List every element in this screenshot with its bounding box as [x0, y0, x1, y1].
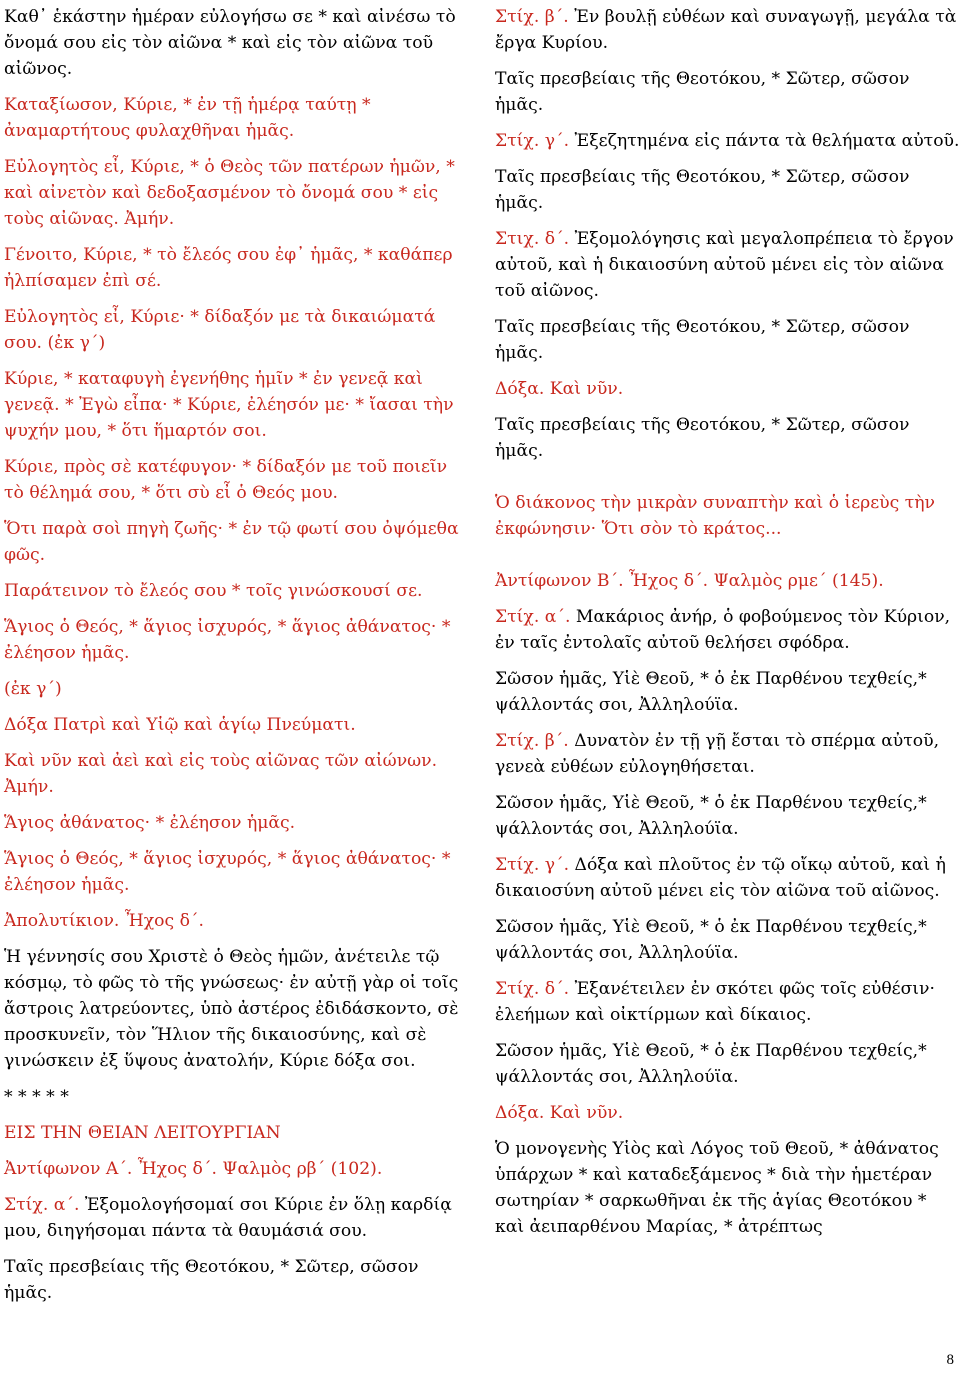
verse-text: Ἐξομολογήσομαί σοι Κύριε ἐν ὅλῃ καρδίᾳ μου, διηγήσομαι πάντα τὰ θαυμάσιά σου. — [4, 1195, 452, 1241]
doxology-label: Δόξα. Καὶ νῦν. — [495, 379, 624, 399]
rubric-paragraph: Παράτεινον τὸ ἔλεός σου * τοῖς γινώσκουσί σε. — [4, 581, 423, 601]
verse-text: Δυνατὸν ἐν τῇ γῇ ἔσται τὸ σπέρμα αὐτοῦ, γενεὰ εὐθέων εὐλογηθήσεται. — [495, 731, 940, 777]
verse-label: Στίχ. α´. — [4, 1195, 80, 1215]
verse-text: Δόξα καὶ πλοῦτος ἐν τῷ οἴκῳ αὐτοῦ, καὶ ἡ δικαιοσύνη αὐτοῦ μένει εἰς τὸν αἰῶνα τοῦ αἰῶνος. — [495, 855, 946, 901]
verse-label: Στίχ. γ´. — [495, 855, 570, 875]
verse-text: Ἐν βουλῇ εὐθέων καὶ συναγωγῇ, μεγάλα τὰ ἔργα Κυρίου. — [495, 7, 957, 53]
section-heading: ΕΙΣ ΤΗΝ ΘΕΙΑΝ ΛΕΙΤΟΥΡΓΙΑΝ — [4, 1123, 281, 1143]
verse-text: Ἐξομολόγησις καὶ μεγαλοπρέπεια τὸ ἔργον αὐτοῦ, καὶ ἡ δικαιοσύνη αὐτοῦ μένει εἰς τὸν αἰῶνα τοῦ αἰῶνος. — [495, 229, 954, 301]
verse-paragraph — [495, 128, 960, 154]
trisagion-paragraph: Ἅγιος ὁ Θεός, * ἅγιος ἰσχυρός, * ἅγιος ἀθάνατος· * ἐλέησον ἡμᾶς. — [4, 849, 451, 895]
verse-paragraph — [495, 604, 960, 656]
doxology-line: Δόξα Πατρὶ καὶ Υἱῷ καὶ ἁγίῳ Πνεύματι. — [4, 715, 356, 735]
verse-paragraph — [495, 852, 960, 904]
verse-paragraph — [4, 1192, 470, 1244]
hymn-paragraph: Ὁ μονογενὴς Υἱὸς καὶ Λόγος τοῦ Θεοῦ, * ἀθάνατος ὑπάρχων * καὶ καταδεξάμενος * διὰ τὴν ἡμετέραν σωτηρίαν * σαρκωθῆναι ἐκ τῆς ἁγίας Θεοτόκου * καὶ ἀειπαρθένου Μαρίας, * ἀτρέπτως — [495, 1139, 939, 1237]
refrain-paragraph: Σῶσον ἡμᾶς, Υἱὲ Θεοῦ, * ὁ ἐκ Παρθένου τεχθείς,* ψάλλοντάς σοι, Ἀλληλούϊα. — [495, 669, 927, 715]
trisagion-paragraph: Ἅγιος ὁ Θεός, * ἅγιος ἰσχυρός, * ἅγιος ἀθάνατος· * ἐλέησον ἡμᾶς. — [4, 617, 451, 663]
refrain-paragraph: Ταῖς πρεσβείαις τῆς Θεοτόκου, * Σῶτερ, σῶσον ἡμᾶς. — [4, 1257, 419, 1303]
verse-label: Στιχ. δ´. — [495, 229, 570, 249]
rubric-paragraph: Γένοιτο, Κύριε, * τὸ ἔλεός σου ἐφ᾽ ἡμᾶς, * καθάπερ ἠλπίσαμεν ἐπὶ σέ. — [4, 245, 453, 291]
refrain-paragraph: Σῶσον ἡμᾶς, Υἱὲ Θεοῦ, * ὁ ἐκ Παρθένου τεχθείς,* ψάλλοντάς σοι, Ἀλληλούϊα. — [495, 1041, 927, 1087]
verse-paragraph — [495, 4, 960, 56]
refrain-paragraph: Ταῖς πρεσβείαις τῆς Θεοτόκου, * Σῶτερ, σῶσον ἡμᾶς. — [495, 69, 910, 115]
verse-paragraph — [495, 976, 960, 1028]
doxology-label: Δόξα. Καὶ νῦν. — [495, 1103, 624, 1123]
apolytikion-heading: Ἀπολυτίκιον. Ἦχος δ΄. — [4, 911, 204, 931]
rubric-paragraph: Κύριε, πρὸς σὲ κατέφυγον· * δίδαξόν με τοῦ ποιεῖν τὸ θέλημά σου, * ὅτι σὺ εἶ ὁ Θεός μου. — [4, 457, 448, 503]
refrain-paragraph: Ταῖς πρεσβείαις τῆς Θεοτόκου, * Σῶτερ, σῶσον ἡμᾶς. — [495, 167, 910, 213]
trisagion-paragraph: Ἅγιος ἀθάνατος· * ἐλέησον ἡμᾶς. — [4, 813, 296, 833]
refrain-paragraph: Ταῖς πρεσβείαις τῆς Θεοτόκου, * Σῶτερ, σῶσον ἡμᾶς. — [495, 317, 910, 363]
deacon-rubric: Ὁ διάκονος τὴν μικρὰν συναπτὴν καὶ ὁ ἱερεὺς τὴν ἐκφώνησιν· Ὅτι σὸν τὸ κράτος... — [495, 493, 935, 539]
verse-text: Ἐξανέτειλεν ἐν σκότει φῶς τοῖς εὐθέσιν· ἐλεήμων καὶ οἰκτίρμων καὶ δίκαιος. — [495, 979, 935, 1025]
refrain-paragraph: Ταῖς πρεσβείαις τῆς Θεοτόκου, * Σῶτερ, σῶσον ἡμᾶς. — [495, 415, 910, 461]
verse-paragraph: Καθ᾽ ἑκάστην ἡμέραν εὐλογήσω σε * καὶ αἰνέσω τὸ ὄνομά σου εἰς τὸν αἰῶνα * καὶ εἰς τὸν αἰῶνα τοῦ αἰῶνος. — [4, 7, 456, 79]
apolytikion-text: Ἡ γέννησίς σου Χριστὲ ὁ Θεὸς ἡμῶν, ἀνέτειλε τῷ κόσμῳ, τὸ φῶς τὸ τῆς γνώσεως· ἐν αὐτῇ γὰρ οἱ τοῖς ἄστροις λατρεύοντες, ὑπὸ ἀστέρος ἐδιδάσκοντο, σὲ προσκυνεῖν, τὸν Ἥλιον τῆς δικαιοσύνης, καὶ σὲ γινώσκειν ἐξ ὕψους ἀνατολήν, Κύριε δόξα σοι. — [4, 947, 459, 1071]
antiphon-heading: Ἀντίφωνον Β´. Ἦχος δ´. Ψαλμὸς ρμε´ (145). — [495, 571, 884, 591]
rubric-paragraph: Κύριε, * καταφυγὴ ἐγενήθης ἡμῖν * ἐν γενεᾷ καὶ γενεᾷ. * Ἐγὼ εἶπα· * Κύριε, ἐλέησόν με· * ἴασαι τὴν ψυχήν μου, * ὅτι ἥμαρτόν σοι. — [4, 369, 454, 441]
doxology-line: Καὶ νῦν καὶ ἀεὶ καὶ εἰς τοὺς αἰῶνας τῶν αἰώνων. Ἀμήν. — [4, 751, 438, 797]
verse-label: Στίχ. δ´. — [495, 979, 570, 999]
page-number: 8 — [946, 1352, 954, 1368]
verse-label: Στίχ. β´. — [495, 7, 569, 27]
section-separator: * * * * * — [4, 1087, 69, 1107]
verse-label: Στίχ. γ´. — [495, 131, 570, 151]
verse-label: Στίχ. α´. — [495, 607, 571, 627]
antiphon-heading: Ἀντίφωνον Α´. Ἦχος δ´. Ψαλμὸς ρβ´ (102). — [4, 1159, 383, 1179]
verse-paragraph — [495, 226, 960, 304]
verse-text: Μακάριος ἀνήρ, ὁ φοβούμενος τὸν Κύριον, ἐν ταῖς ἐντολαῖς αὐτοῦ θελήσει σφόδρα. — [495, 607, 951, 653]
repeat-note: (ἐκ γ´) — [4, 679, 62, 699]
rubric-paragraph: Εὐλογητὸς εἶ, Κύριε· * δίδαξόν με τὰ δικαιώματά σου. (ἐκ γ´) — [4, 307, 436, 353]
right-column — [495, 4, 960, 1250]
refrain-paragraph: Σῶσον ἡμᾶς, Υἱὲ Θεοῦ, * ὁ ἐκ Παρθένου τεχθείς,* ψάλλοντάς σοι, Ἀλληλούϊα. — [495, 917, 927, 963]
verse-label: Στίχ. β´. — [495, 731, 569, 751]
rubric-paragraph: Ὅτι παρὰ σοὶ πηγὴ ζωῆς· * ἐν τῷ φωτί σου ὀψόμεθα φῶς. — [4, 519, 459, 565]
verse-paragraph — [495, 728, 960, 780]
rubric-paragraph: Καταξίωσον, Κύριε, * ἐν τῇ ἡμέρᾳ ταύτῃ * ἀναμαρτήτους φυλαχθῆναι ἡμᾶς. — [4, 95, 371, 141]
rubric-paragraph: Εὐλογητὸς εἶ, Κύριε, * ὁ Θεὸς τῶν πατέρων ἡμῶν, * καὶ αἰνετὸν καὶ δεδοξασμένον τὸ ὄνομά σου * εἰς τοὺς αἰῶνας. Ἀμήν. — [4, 157, 455, 229]
left-column — [4, 4, 470, 1316]
refrain-paragraph: Σῶσον ἡμᾶς, Υἱὲ Θεοῦ, * ὁ ἐκ Παρθένου τεχθείς,* ψάλλοντάς σοι, Ἀλληλούϊα. — [495, 793, 927, 839]
verse-text: Ἐξεζητημένα εἰς πάντα τὰ θελήματα αὐτοῦ. — [569, 131, 960, 151]
